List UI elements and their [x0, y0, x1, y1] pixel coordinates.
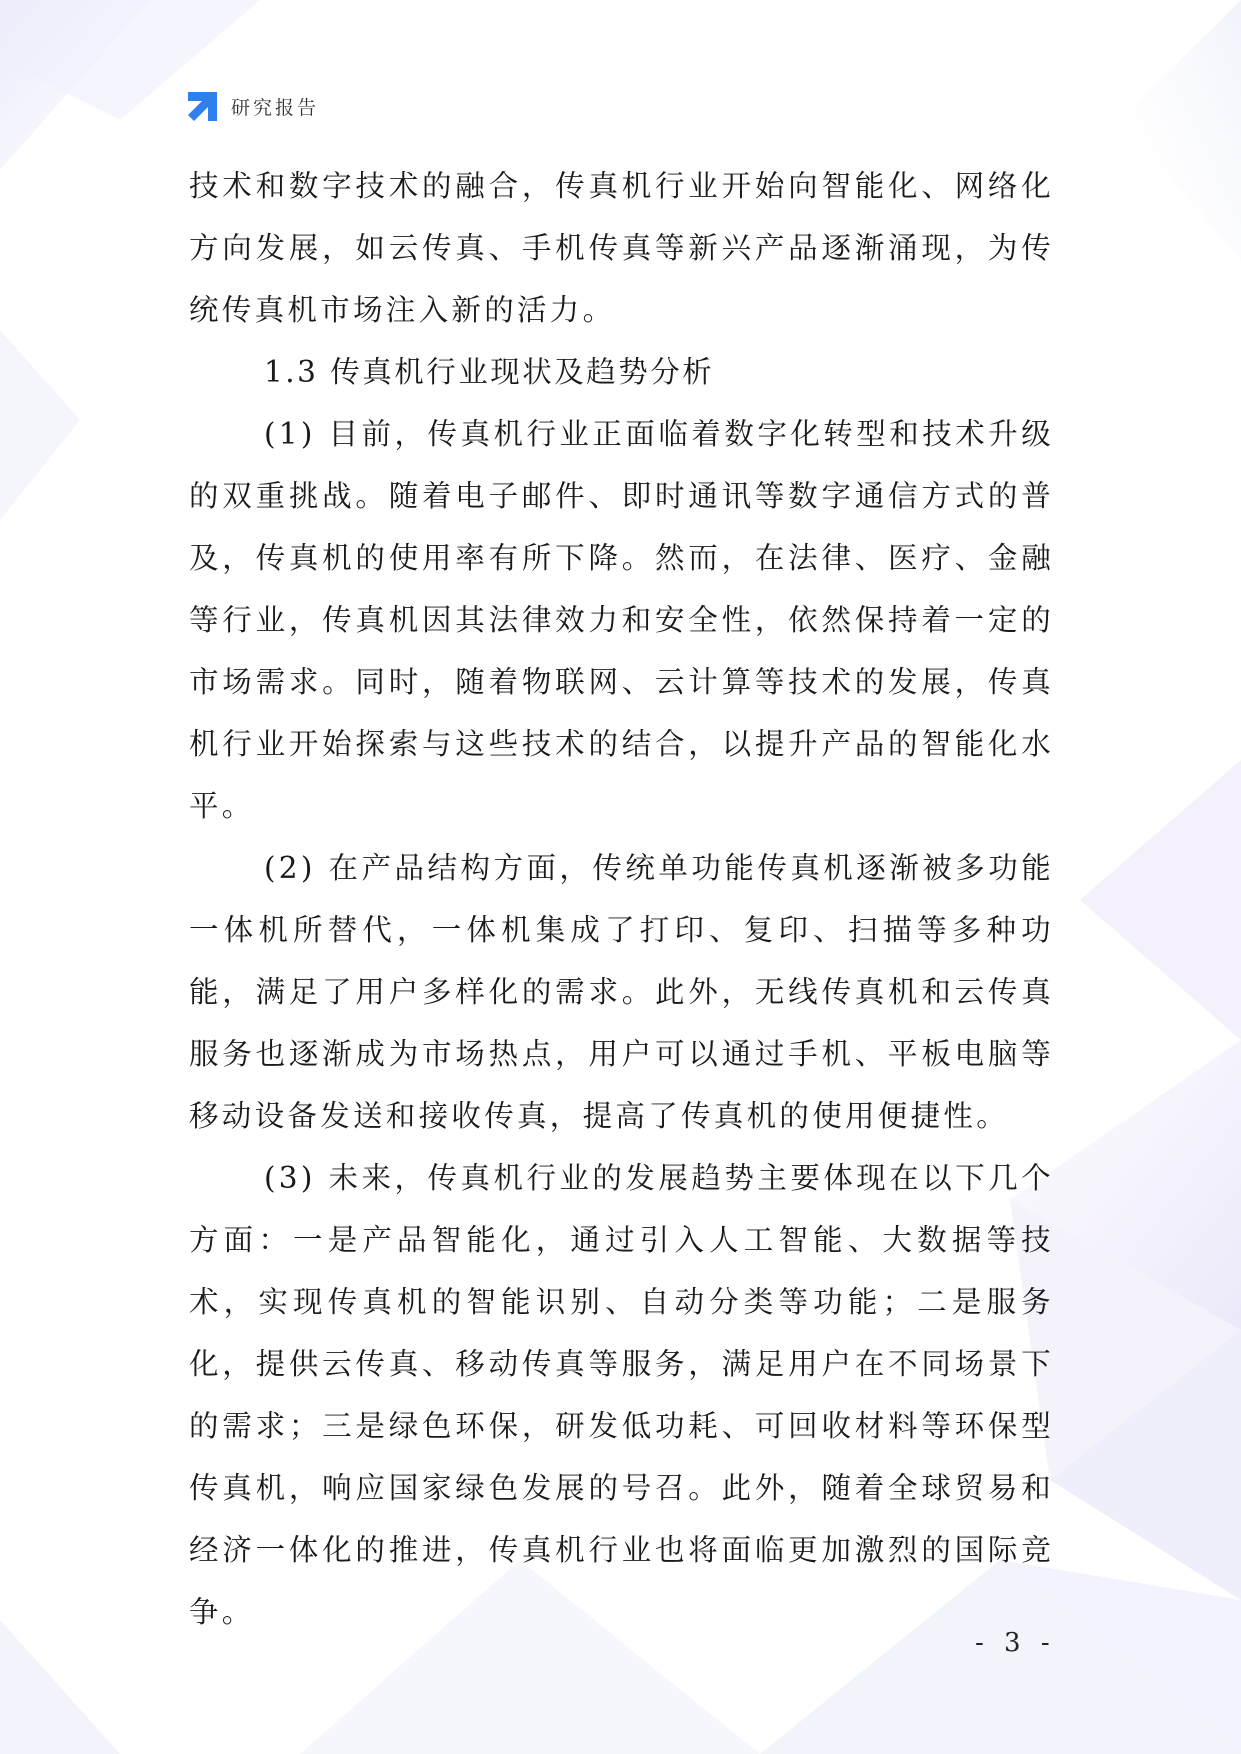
section-heading: 1.3 传真机行业现状及趋势分析	[264, 355, 715, 389]
report-header	[186, 88, 319, 124]
paragraph-3: (3) 未来，传真机行业的发展趋势主要体现在以下几个方面：一是产品智能化，通过引入人工智能、大数据等技术，实现传真机的智能识别、自动分类等功能；二是服务化，提供云传真、移动传真等服务，满足用户在不同场景下的需求；三是绿色环保，研发低功耗、可回收材料等环保型传真机，响应国家绿色发展的号召。此外，随着全球贸易和经济一体化的推进，传真机行业也将面临更加激烈的国际竞争。	[189, 1161, 1054, 1629]
intro-paragraph: 技术和数字技术的融合，传真机行业开始向智能化、网络化方向发展，如云传真、手机传真等新兴产品逐渐涌现，为传统传真机市场注入新的活力。	[189, 169, 1054, 327]
page-number: - 3 -	[975, 1628, 1056, 1658]
document-body	[189, 155, 1054, 1643]
paragraph-2: (2) 在产品结构方面，传统单功能传真机逐渐被多功能一体机所替代，一体机集成了打印、复印、扫描等多种功能，满足了用户多样化的需求。此外，无线传真机和云传真服务也逐渐成为市场热点，用户可以通过手机、平板电脑等移动设备发送和接收传真，提高了传真机的使用便捷性。	[189, 851, 1054, 1133]
header-title: 研究报告	[231, 96, 320, 119]
paragraph-1: (1) 目前，传真机行业正面临着数字化转型和技术升级的双重挑战。随着电子邮件、即时通讯等数字通信方式的普及，传真机的使用率有所下降。然而，在法律、医疗、金融等行业，传真机因其法律效力和安全性，依然保持着一定的市场需求。同时，随着物联网、云计算等技术的发展，传真机行业开始探索与这些技术的结合，以提升产品的智能化水平。	[189, 417, 1054, 823]
arrow-up-right-icon	[186, 90, 219, 123]
